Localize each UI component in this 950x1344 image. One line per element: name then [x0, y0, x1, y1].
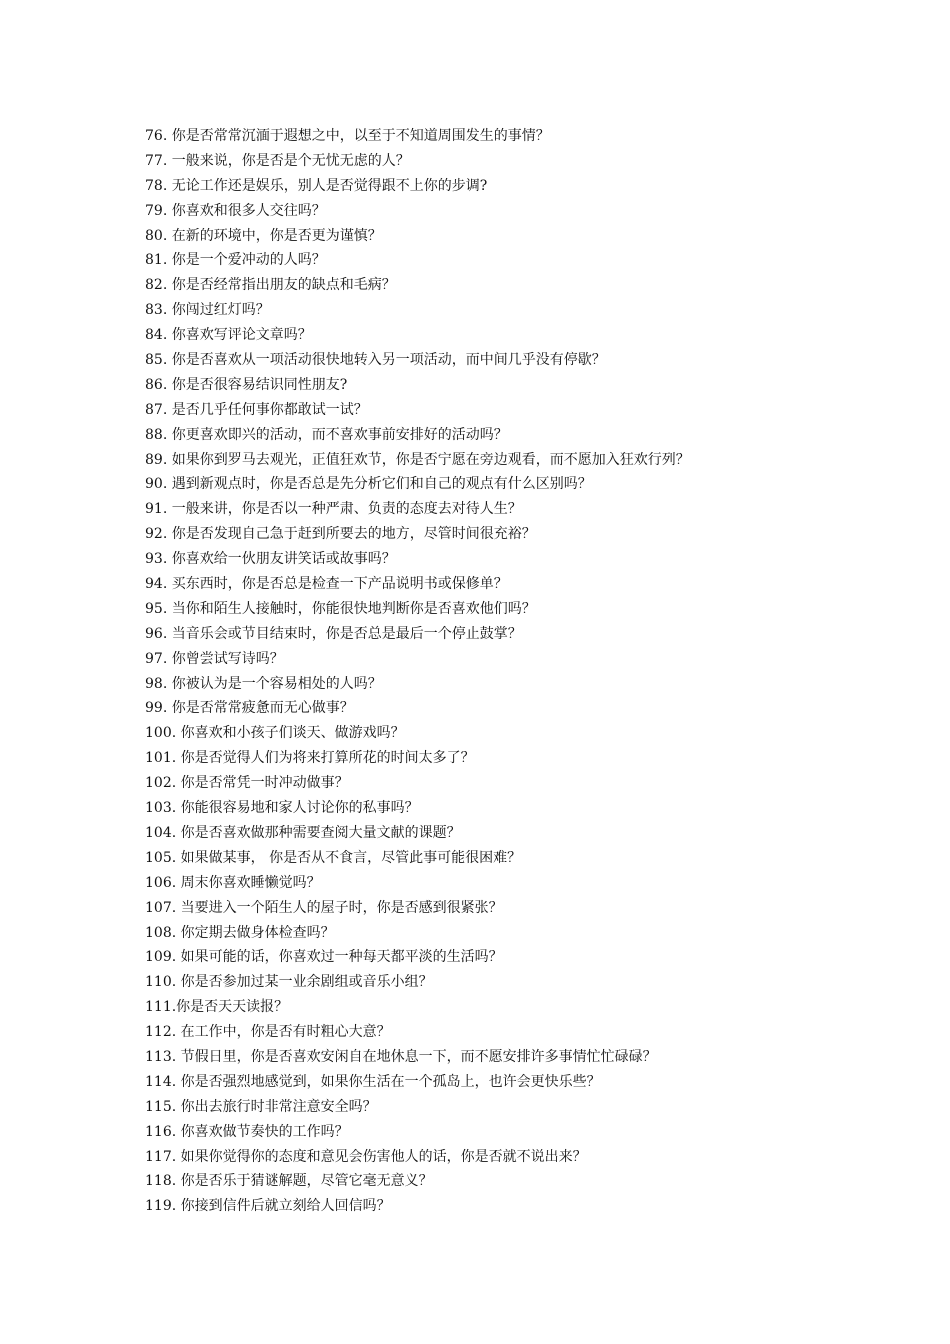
question-item: 86. 你是否很容易结识同性朋友? — [145, 376, 348, 393]
question-item: 118. 你是否乐于猜谜解题，尽管它毫无意义？ — [145, 1173, 433, 1190]
question-list — [145, 124, 905, 1219]
question-item: 117. 如果你觉得你的态度和意见会伤害他人的话，你是否就不说出来？ — [145, 1148, 587, 1165]
question-item: 79. 你喜欢和很多人交往吗？ — [145, 202, 326, 219]
question-item: 95. 当你和陌生人接触时，你能很快地判断你是否喜欢他们吗？ — [145, 600, 536, 617]
question-item: 105. 如果做某事， 你是否从不食言，尽管此事可能很困难？ — [145, 849, 522, 866]
question-item: 101. 你是否觉得人们为将来打算所花的时间太多了？ — [145, 750, 475, 767]
question-item: 115. 你出去旅行时非常注意安全吗？ — [145, 1098, 377, 1115]
question-item: 81. 你是一个爱冲动的人吗？ — [145, 252, 326, 269]
question-item: 91. 一般来讲，你是否以一种严肃、负责的态度去对待人生？ — [145, 501, 522, 518]
question-item: 106. 周末你喜欢睡懒觉吗？ — [145, 874, 321, 891]
question-item: 83. 你闯过红灯吗？ — [145, 302, 270, 319]
question-item: 82. 你是否经常指出朋友的缺点和毛病？ — [145, 277, 396, 294]
question-item: 103. 你能很容易地和家人讨论你的私事吗？ — [145, 800, 419, 817]
question-item: 80. 在新的环境中，你是否更为谨慎？ — [145, 227, 382, 244]
question-item: 108. 你定期去做身体检查吗？ — [145, 924, 335, 941]
question-item: 77. 一般来说，你是否是个无忧无虑的人？ — [145, 152, 410, 169]
question-item: 99. 你是否常常疲惫而无心做事？ — [145, 700, 354, 717]
question-item: 111.你是否天天读报？ — [145, 999, 289, 1016]
question-item: 84. 你喜欢写评论文章吗？ — [145, 327, 312, 344]
question-item: 114. 你是否强烈地感觉到，如果你生活在一个孤岛上，也许会更快乐些？ — [145, 1073, 601, 1090]
question-item: 107. 当要进入一个陌生人的屋子时，你是否感到很紧张？ — [145, 899, 503, 916]
question-item: 112. 在工作中，你是否有时粗心大意？ — [145, 1024, 391, 1041]
question-item: 76. 你是否常常沉湎于遐想之中，以至于不知道周围发生的事情？ — [145, 128, 550, 144]
question-item: 98. 你被认为是一个容易相处的人吗？ — [145, 675, 382, 692]
question-item: 90. 遇到新观点时，你是否总是先分析它们和自己的观点有什么区别吗？ — [145, 476, 592, 493]
question-item: 92. 你是否发现自己急于赶到所要去的地方，尽管时间很充裕？ — [145, 526, 536, 543]
question-item: 87. 是否几乎任何事你都敢试一试？ — [145, 401, 368, 418]
question-item: 97. 你曾尝试写诗吗？ — [145, 650, 284, 667]
question-item: 119. 你接到信件后就立刻给人回信吗？ — [145, 1198, 391, 1215]
question-item: 102. 你是否常凭一时冲动做事？ — [145, 775, 349, 792]
question-item: 110. 你是否参加过某一业余剧组或音乐小组？ — [145, 974, 433, 991]
question-item: 116. 你喜欢做节奏快的工作吗？ — [145, 1123, 349, 1140]
question-item: 85. 你是否喜欢从一项活动很快地转入另一项活动，而中间几乎没有停歇？ — [145, 352, 606, 369]
question-item: 113. 节假日里，你是否喜欢安闲自在地休息一下，而不愿安排许多事情忙忙碌碌？ — [145, 1048, 657, 1065]
question-item: 96. 当音乐会或节目结束时，你是否总是最后一个停止鼓掌？ — [145, 625, 522, 642]
question-item: 93. 你喜欢给一伙朋友讲笑话或故事吗？ — [145, 551, 396, 568]
question-item: 78. 无论工作还是娱乐，别人是否觉得跟不上你的步调? — [145, 177, 488, 194]
question-item: 94. 买东西时，你是否总是检查一下产品说明书或保修单？ — [145, 576, 508, 593]
question-item: 100. 你喜欢和小孩子们谈天、做游戏吗？ — [145, 725, 405, 742]
question-item: 109. 如果可能的话，你喜欢过一种每天都平淡的生活吗？ — [145, 949, 503, 966]
question-item: 89. 如果你到罗马去观光，正值狂欢节，你是否宁愿在旁边观看，而不愿加入狂欢行列？ — [145, 451, 690, 468]
question-item: 104. 你是否喜欢做那种需要查阅大量文献的课题？ — [145, 824, 461, 841]
question-item: 88. 你更喜欢即兴的活动，而不喜欢事前安排好的活动吗？ — [145, 426, 508, 443]
